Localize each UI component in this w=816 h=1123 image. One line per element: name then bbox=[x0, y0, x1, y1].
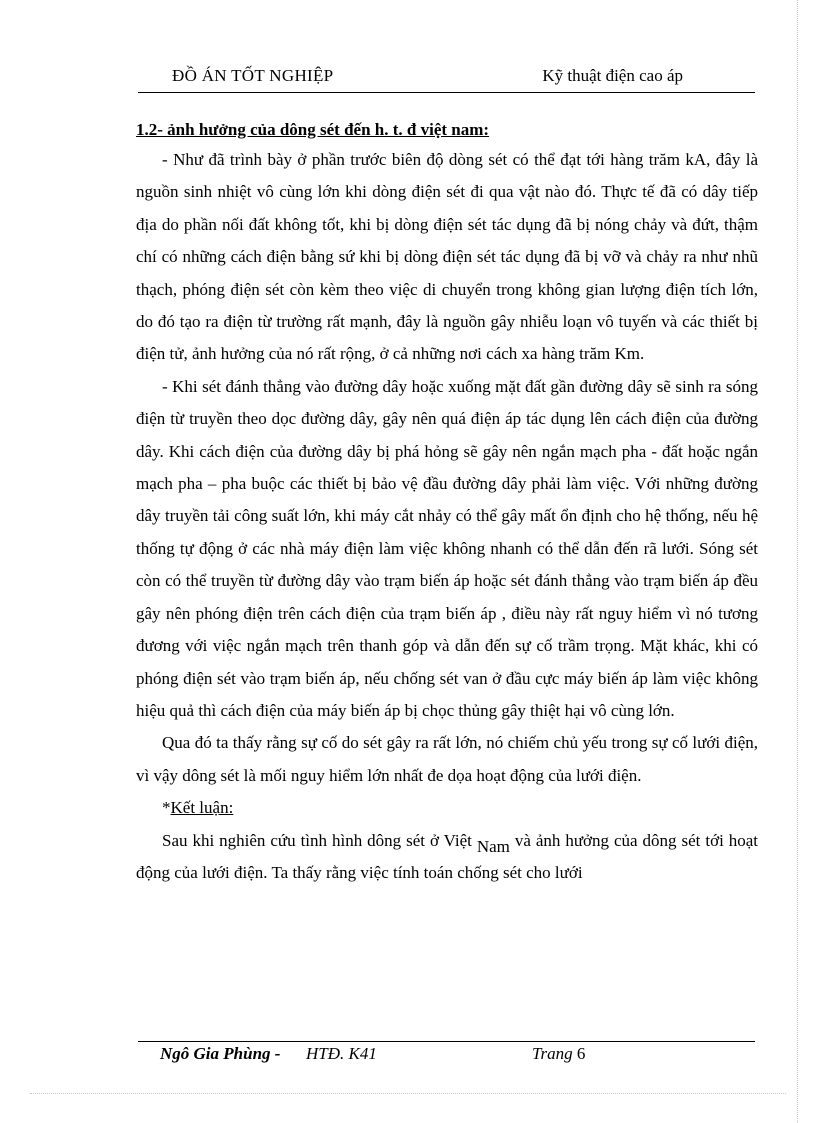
conclusion-paragraph bbox=[136, 825, 758, 890]
paragraph-3: Qua đó ta thấy rằng sự cố do sét gây ra rất lớn, nó chiếm chủ yếu trong sự cố lưới điện, vì vậy dông sét là mối nguy hiểm lớn nhất đe dọa hoạt động của lưới điện. bbox=[136, 733, 758, 785]
footer-page-number: 6 bbox=[576, 1044, 586, 1063]
page-content bbox=[136, 118, 758, 889]
footer-class: HTĐ. K41 bbox=[306, 1044, 377, 1063]
footer-page-label: Trang bbox=[532, 1044, 573, 1063]
page-boundary-bottom bbox=[30, 1093, 786, 1094]
conclusion-text-a: Sau khi nghiên cứu tình hình dông sét ở Việt bbox=[162, 830, 472, 850]
conclusion-sub: Nam bbox=[476, 836, 510, 856]
conclusion-prefix: * bbox=[162, 798, 171, 818]
header-left-title: ĐỒ ÁN TỐT NGHIỆP bbox=[172, 66, 334, 85]
paragraph-2: - Khi sét đánh thẳng vào đường dây hoặc xuống mặt đất gần đường dây sẽ sinh ra sóng điện từ truyền theo dọc đường dây, gây nên quá điện áp tác dụng lên cách điện của đường dây. Khi cách điện của đường dây bị phá hỏng sẽ gây nên ngắn mạch pha - đất hoặc ngắn mạch pha – pha buộc các thiết bị bảo vệ đầu đường dây phải làm việc. Với những đường dây truyền tải công suất lớn, khi máy cắt nhảy có thể gây mất ổn định cho hệ thống, nếu hệ thống tự động ở các nhà máy điện làm việc không nhanh có thể dẫn đến rã lưới. Sóng sét còn có thể truyền từ đường dây vào trạm biến áp hoặc sét đánh thẳng vào trạm biến áp đều gây nên phóng điện trên cách điện của trạm biến áp , điều này rất nguy hiểm vì nó tương đương với việc ngắn mạch trên thanh góp và dẫn đến sự cố trầm trọng. Mặt khác, khi có phóng điện sét vào trạm biến áp, nếu chống sét van ở đầu cực máy biến áp làm việc không hiệu quả thì cách điện của máy biến áp bị chọc thủng gây thiệt hại vô cùng lớn. bbox=[136, 376, 758, 720]
conclusion-heading bbox=[136, 792, 758, 824]
paragraph-1: - Như đã trình bày ở phần trước biên độ dòng sét có thể đạt tới hàng trăm kA, đây là nguồn sinh nhiệt vô cùng lớn khi dòng điện sét đi qua vật nào đó. Thực tế đã có dây tiếp địa do phần nối đất không tốt, khi bị dòng điện sét tác dụng đã bị nóng chảy và đứt, thậm chí có những cách điện bằng sứ khi bị dòng điện sét tác dụng đã bị vỡ và chảy ra như nhũ thạch, phóng điện sét còn kèm theo việc di chuyển trong không gian lượng điện tích lớn, do đó tạo ra điện từ trường rất mạnh, đây là nguồn gây nhiễu loạn vô tuyến và các thiết bị điện tử, ảnh hưởng của nó rất rộng, ở cả những nơi cách xa hàng trăm Km. bbox=[136, 150, 758, 364]
footer-author: Ngô Gia Phùng - bbox=[160, 1044, 281, 1063]
page-boundary-right bbox=[797, 0, 798, 1123]
conclusion-text-b: và ảnh hưởng của dông sét tới hoạt động của lưới điện. Ta thấy rằng việc tính toán chống sét cho lưới bbox=[136, 830, 759, 882]
footer-page bbox=[532, 1044, 585, 1064]
page-header bbox=[138, 62, 755, 93]
header-right-title: Kỹ thuật điện cao áp bbox=[542, 66, 683, 85]
page-footer bbox=[160, 1042, 720, 1068]
conclusion-label: Kết luận: bbox=[170, 798, 234, 818]
section-heading: 1.2- ảnh hưởng của dông sét đến h. t. đ việt nam: bbox=[136, 120, 490, 139]
